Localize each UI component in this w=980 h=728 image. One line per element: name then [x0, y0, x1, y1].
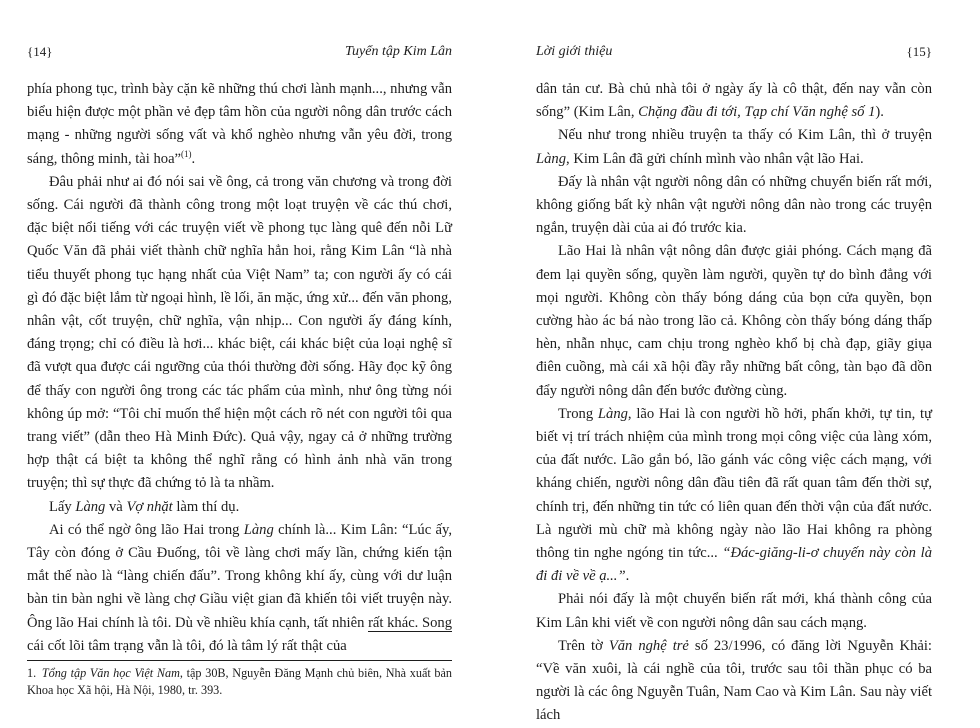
running-title: Tuyển tập Kim Lân [345, 44, 452, 59]
paragraph-text: ). [875, 104, 884, 121]
left-page [27, 0, 453, 698]
quote: “Đác-giăng-li-ơ chuyến này còn là đi đi về về ạ...” [536, 545, 933, 585]
paragraph-text: phía phong tục, trình bày cặn kẽ những thú chơi lành mạnh..., nhưng vẫn biểu hiện được một phần vẻ đẹp tâm hồn của người nông dân trước cách mạng - những người sống vất và khổ nghèo nhưng vẫn yêu đời, trong sáng, thông minh, tài hoa” [27, 81, 452, 167]
paragraph [536, 635, 932, 728]
paragraph: Lão Hai là nhân vật nông dân được giải phóng. Cách mạng đã đem lại quyền sống, quyền làm người, quyền tự do bình đẳng với mọi người. Không còn thấy bóng dáng của bọn cửa quyền, bọn cường hào ác bá nào trong lão cả. Không còn thấy bóng dáng thấp hèn, nhẫn nhục, cam chịu trong nghèo khổ bị chà đạp, giãy giụa điên cuồng, mà cái xã hội đầy rẫy những bất công, tàn bạo đã dồn đẩy người nông dân đến bước đường cùng. [536, 243, 932, 399]
paragraph-text: . [625, 568, 630, 585]
paragraph [27, 78, 452, 171]
paragraph [536, 78, 932, 124]
paragraph-text: cái cốt lõi tâm trạng vẫn là tôi, đó là tâm lý rất thật của [27, 637, 347, 654]
paragraph-text: Ai có thể ngờ ông lão Hai trong [49, 521, 244, 538]
paragraph-text: và [105, 498, 127, 515]
paragraph [536, 403, 932, 589]
paragraph [27, 496, 452, 519]
paragraph-text: . [191, 150, 196, 167]
right-page-body [536, 78, 932, 728]
paragraph [536, 124, 932, 170]
work-title: Vợ nhặt [126, 498, 173, 515]
paragraph-text: , Kim Lân đã gửi chính mình vào nhân vật lão Hai. [566, 150, 864, 167]
paragraph: Đâu phải như ai đó nói sai về ông, cả trong văn chương và trong đời sống. Cái người đã thành công trong một loạt truyện về các thú chơi, đặc biệt nổi tiếng với các truyện viết về phong tục làng quê đến nỗi Lữ Quốc Văn đã phải viết thành chữ nghĩa hẳn hoi, rằng Kim Lân “là nhà tiểu thuyết phong tục hạng nhất của Việt Nam” ta; con người ấy có cái gì đó đặc biệt lắm từ ngoại hình, lề lối, ăn mặc, ứng xử... đến văn phong, nhân vật, cốt truyện, chữ nghĩa, vận nhịp... Con người ấy đáng kính, đáng trọng; chỉ có điều là hơi... khác biệt, cái khác biệt của loại nghệ sĩ đã vượt qua được cái ngưỡng của thói thường đời sống. Hãy đọc kỹ ông để thấy con người ông trong các tác phẩm của mình, như ông từng nói không úp mở: “Tôi chỉ muốn thể hiện một cách rõ nét con người tôi qua trang viết” (dẫn theo Hà Minh Đức). Quả vậy, ngay cả ở những trường hợp thật cá biệt ta không thể nghĩ rằng có hình ảnh nhà văn trong truyện; thì sự thực đã chứng tỏ là ta nhầm. [27, 173, 452, 492]
paragraph: Phải nói đấy là một chuyển biến rất mới, khá thành công của Kim Lân khi viết về con người nông dân sau cách mạng. [536, 591, 932, 631]
running-title: Lời giới thiệu [536, 44, 613, 59]
page-number: {14} [27, 44, 53, 59]
work-title: Làng [597, 405, 628, 422]
right-page-header [536, 44, 932, 64]
work-title: Làng [536, 150, 567, 167]
right-page [536, 0, 933, 724]
footnote-number: 1. [27, 666, 37, 681]
paragraph-text: chính là... Kim Lân: “Lúc ấy, Tây còn đóng ở Cầu Đuống, tôi về làng chơi mấy lần, chứng kiến tận mắt thế nào là “làng chiến đấu”. Trong không khí ấy, cùng với dư luận bàn tin bàn nghi về làng chợ Giầu việt gian đã khiến tôi viết truyện này. Ông lão Hai chính là tôi. Dù về nhiều khía cạnh, tất nhiên [27, 521, 452, 631]
paragraph-text: Trong [558, 405, 598, 422]
paragraph-text: dân tản cư. Bà chủ nhà tôi ở ngày ấy là cô thật, đến nay vẫn còn sống” (Kim Lân, [536, 81, 932, 121]
paragraph-text: làm thí dụ. [172, 498, 240, 515]
page-number: {15} [906, 44, 932, 59]
paragraph-text: Nếu như trong nhiều truyện ta thấy có Kim Lân, thì ở truyện [558, 127, 932, 144]
work-title: Làng [243, 521, 274, 538]
paragraph-text: Lấy [49, 498, 76, 515]
paragraph [27, 519, 452, 658]
left-page-body [27, 78, 452, 699]
work-title: Văn nghệ trẻ [608, 637, 689, 654]
work-title: Chặng đầu đi tới, Tạp chí Văn nghệ số 1 [638, 104, 876, 121]
footnote-source-title: Tổng tập Văn học Việt Nam [41, 666, 180, 681]
paragraph-text: số 23/1996, có đăng lời Nguyễn Khải: “Về văn xuôi, là cái nghề của tôi, trước sau tôi thần phục có ba người là các ông Nguyễn Tuân, Nam Cao và Kim Lân. Sau này viết lách [536, 637, 932, 724]
footnote-text: , tập 30B, Nguyễn Đăng Mạnh chủ biên, Nhà xuất bản Khoa học Xã hội, Hà Nội, 1980, tr. 393. [27, 666, 453, 698]
left-page-header [27, 44, 452, 64]
footnote-ref: (1) [181, 148, 192, 159]
underlined-text: rất khác. Song [368, 614, 452, 631]
paragraph: Đấy là nhân vật người nông dân có những chuyển biến rất mới, không giống bất kỳ nhân vật người nông dân nào trong các truyện ngắn, truyện dài của ai đó trước kia. [536, 173, 932, 237]
paragraph-text: , lão Hai là con người hồ hởi, phấn khởi, tự tin, tự biết vị trí trách nhiệm của mình trong mọi công việc của làng xóm, của đất nước. Lão gắn bó, lão gánh vác công việc cách mạng, với kháng chiến, người nông dân đầu tiên đã rất quan tâm đến thời sự, chính trị, đến những tin tức có liên quan đến thời vận của đất nước. Là người mù chữ mà không ngày nào lão Hai không ra phòng thông tin nghe ngóng tin tức... [536, 405, 932, 562]
footnote [27, 665, 452, 699]
footnote-divider [27, 660, 452, 661]
work-title: Làng [75, 498, 106, 515]
paragraph-text: Trên tờ [558, 637, 609, 654]
